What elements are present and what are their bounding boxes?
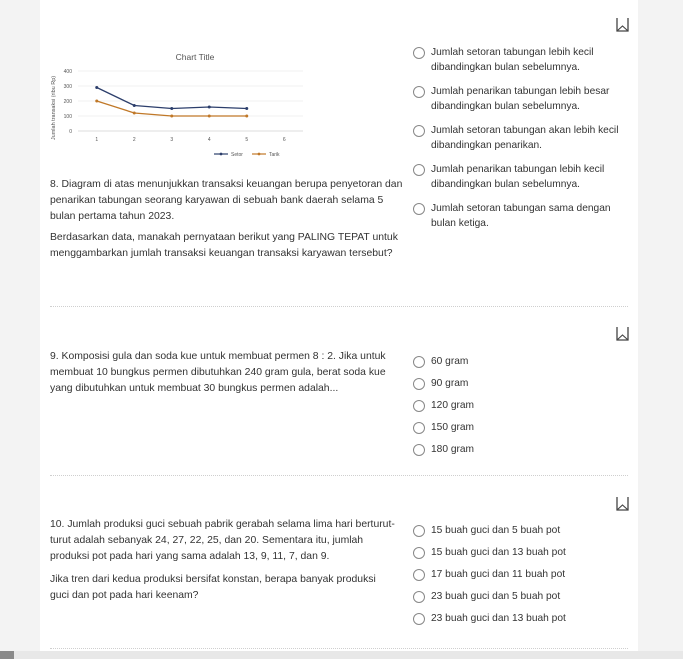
option-label: Jumlah setoran tabungan sama dengan bulan ketiga. xyxy=(431,203,611,229)
radio-button[interactable] xyxy=(413,203,425,215)
option-c[interactable] xyxy=(413,567,628,582)
radio-button[interactable] xyxy=(413,591,425,603)
option-label: 15 buah guci dan 5 buah pot xyxy=(431,525,561,536)
x-tick-label: 4 xyxy=(207,137,211,143)
question-10-options xyxy=(413,523,628,634)
radio-button[interactable] xyxy=(413,444,425,456)
option-label: 150 gram xyxy=(431,422,475,433)
question-10 xyxy=(40,476,638,648)
option-label: Jumlah penarikan tabungan lebih kecil dibandingkan bulan sebelumnya. xyxy=(431,164,605,190)
legend-label: Tarik xyxy=(269,151,280,158)
option-e[interactable] xyxy=(413,201,628,231)
radio-button[interactable] xyxy=(413,356,425,368)
y-tick-label: 300 xyxy=(63,83,72,90)
option-label: 15 buah guci dan 13 buah pot xyxy=(431,547,566,558)
question-10-prompt: Jika tren dari kedua produksi bersifat konstan, berapa banyak produksi guci dan pot pada hari keenam? xyxy=(50,573,376,601)
bookmark-icon[interactable] xyxy=(616,17,629,32)
y-tick-label: 400 xyxy=(63,68,72,75)
question-9 xyxy=(40,307,638,475)
option-b[interactable] xyxy=(413,545,628,560)
option-d[interactable] xyxy=(413,420,628,435)
question-10-stem: 10. Jumlah produksi guci sebuah pabrik gerabah selama lima hari berturut-turut adalah sebanyak 24, 27, 22, 25, dan 20. Sementara itu, jumlah produksi pot pada hari yang sama adalah 13, 9, 11, 7, dan 9. xyxy=(50,519,395,563)
option-e[interactable] xyxy=(413,442,628,457)
option-label: 23 buah guci dan 13 buah pot xyxy=(431,613,566,624)
option-e[interactable] xyxy=(413,611,628,626)
data-point-setor xyxy=(208,106,211,109)
question-8 xyxy=(40,0,638,306)
option-b[interactable] xyxy=(413,376,628,391)
radio-button[interactable] xyxy=(413,569,425,581)
x-tick-label: 1 xyxy=(95,137,99,143)
question-9-text xyxy=(50,349,395,398)
option-label: Jumlah setoran tabungan akan lebih kecil dibandingkan penarikan. xyxy=(431,125,619,151)
quiz-page xyxy=(40,0,638,659)
data-point-setor xyxy=(95,86,98,89)
option-a[interactable] xyxy=(413,45,628,75)
option-label: Jumlah penarikan tabungan lebih besar dibandingkan bulan sebelumnya. xyxy=(431,86,610,112)
bookmark-icon[interactable] xyxy=(616,326,629,341)
radio-button[interactable] xyxy=(413,547,425,559)
question-9-stem: 9. Komposisi gula dan soda kue untuk membuat permen 8 : 2. Jika untuk membuat 10 bungkus permen dibutuhkan 240 gram gula, berat soda kue yang dibutuhkan untuk membuat 30 bungkus permen adalah... xyxy=(50,351,386,395)
option-a[interactable] xyxy=(413,523,628,538)
question-9-options xyxy=(413,354,628,465)
option-b[interactable] xyxy=(413,84,628,114)
horizontal-scrollbar[interactable] xyxy=(0,651,683,659)
chart-title: Chart Title xyxy=(175,52,215,62)
legend-swatch-marker xyxy=(220,153,223,156)
radio-button[interactable] xyxy=(413,125,425,137)
data-point-tarik xyxy=(208,115,211,118)
line-chart xyxy=(48,44,306,162)
x-tick-label: 5 xyxy=(245,137,249,143)
x-tick-label: 6 xyxy=(282,137,286,143)
data-point-setor xyxy=(245,107,248,110)
question-8-text xyxy=(50,177,405,262)
option-c[interactable] xyxy=(413,398,628,413)
radio-button[interactable] xyxy=(413,525,425,537)
option-label: Jumlah setoran tabungan lebih kecil dibandingkan bulan sebelumnya. xyxy=(431,47,594,73)
x-tick-label: 2 xyxy=(132,137,136,143)
option-d[interactable] xyxy=(413,162,628,192)
radio-button[interactable] xyxy=(413,378,425,390)
option-label: 180 gram xyxy=(431,444,475,455)
question-8-options xyxy=(413,45,628,239)
question-8-prompt: Berdasarkan data, manakah pernyataan berikut yang PALING TEPAT untuk menggambarkan jumlah transaksi keuangan transaksi karyawan tersebut? xyxy=(50,231,398,259)
data-point-setor xyxy=(133,104,136,107)
radio-button[interactable] xyxy=(413,613,425,625)
x-tick-label: 3 xyxy=(170,137,174,143)
radio-button[interactable] xyxy=(413,164,425,176)
option-label: 17 buah guci dan 11 buah pot xyxy=(431,569,566,580)
legend-label: Setor xyxy=(231,151,243,158)
option-d[interactable] xyxy=(413,589,628,604)
option-c[interactable] xyxy=(413,123,628,153)
option-label: 120 gram xyxy=(431,400,475,411)
question-10-text xyxy=(50,517,395,604)
data-point-tarik xyxy=(133,112,136,115)
bookmark-icon[interactable] xyxy=(616,496,629,511)
y-tick-label: 200 xyxy=(63,98,72,105)
radio-button[interactable] xyxy=(413,86,425,98)
option-label: 60 gram xyxy=(431,356,469,367)
question-8-stem: 8. Diagram di atas menunjukkan transaksi keuangan berupa penyetoran dan penarikan tabungan seorang karyawan di sebuah bank daerah selama 5 bulan pertama tahun 2023. xyxy=(50,179,403,223)
data-point-tarik xyxy=(170,115,173,118)
question-divider xyxy=(50,648,628,649)
data-point-setor xyxy=(170,107,173,110)
option-label: 23 buah guci dan 5 buah pot xyxy=(431,591,561,602)
data-point-tarik xyxy=(245,115,248,118)
legend-swatch-marker xyxy=(258,153,261,156)
radio-button[interactable] xyxy=(413,422,425,434)
scrollbar-thumb[interactable] xyxy=(0,651,14,659)
radio-button[interactable] xyxy=(413,47,425,59)
option-a[interactable] xyxy=(413,354,628,369)
y-tick-label: 100 xyxy=(63,113,72,120)
radio-button[interactable] xyxy=(413,400,425,412)
data-point-tarik xyxy=(95,100,98,103)
option-label: 90 gram xyxy=(431,378,469,389)
chart-y-axis-label: Jumlah transaksi (ribu Rp) xyxy=(51,75,57,141)
y-tick-label: 0 xyxy=(69,128,72,135)
